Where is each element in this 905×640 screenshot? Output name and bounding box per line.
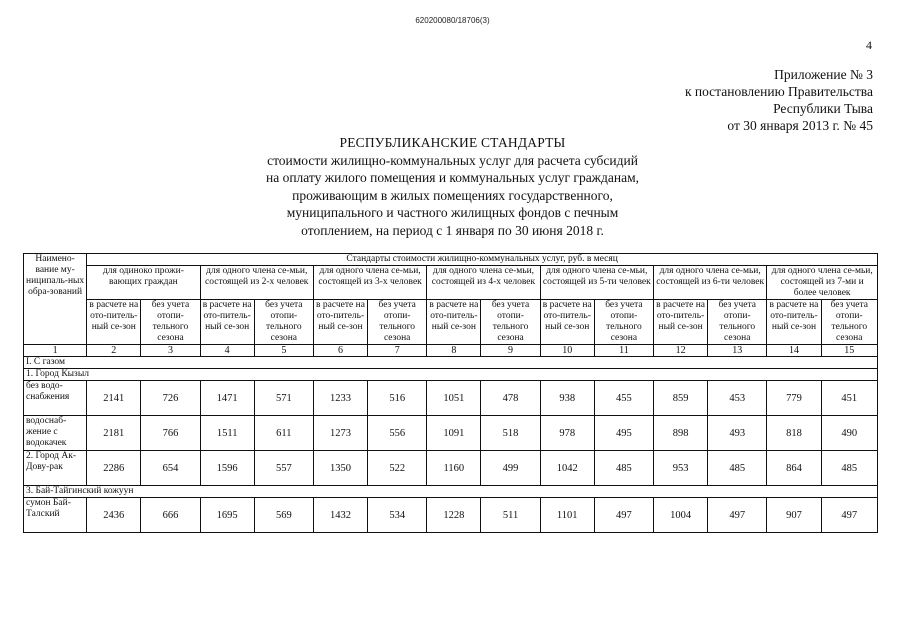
header-without-heating: без учета отопи-тельного сезона bbox=[481, 300, 540, 345]
row-name: без водо-снабжения bbox=[24, 381, 87, 416]
header-category: для одного члена се-мьи, состоящей из 5-ти человек bbox=[540, 266, 653, 300]
cell-value: 1228 bbox=[427, 498, 481, 533]
header-row-categories bbox=[24, 266, 878, 300]
cell-value: 666 bbox=[141, 498, 200, 533]
document-title bbox=[200, 134, 705, 240]
header-municipality: Наимено-вание му-ниципаль-ных обра-зований bbox=[24, 254, 87, 345]
cell-value: 1233 bbox=[313, 381, 367, 416]
cell-value: 485 bbox=[821, 451, 877, 486]
standards-table bbox=[23, 253, 878, 533]
column-number: 11 bbox=[594, 345, 653, 357]
cell-value: 2181 bbox=[87, 416, 141, 451]
cell-value: 485 bbox=[708, 451, 767, 486]
header-without-heating: без учета отопи-тельного сезона bbox=[368, 300, 427, 345]
cell-value: 1042 bbox=[540, 451, 594, 486]
cell-value: 569 bbox=[254, 498, 313, 533]
header-without-heating: без учета отопи-тельного сезона bbox=[594, 300, 653, 345]
column-number: 8 bbox=[427, 345, 481, 357]
title-main: РЕСПУБЛИКАНСКИЕ СТАНДАРТЫ bbox=[339, 135, 566, 150]
cell-value: 1695 bbox=[200, 498, 254, 533]
header-without-heating: без учета отопи-тельного сезона bbox=[141, 300, 200, 345]
header-category: для одного члена се-мьи, состоящей из 6-ти человек bbox=[654, 266, 767, 300]
column-number: 4 bbox=[200, 345, 254, 357]
row-name: 2. Город Ак-Дову-рак bbox=[24, 451, 87, 486]
cell-value: 1004 bbox=[654, 498, 708, 533]
cell-value: 556 bbox=[368, 416, 427, 451]
header-category: для одного члена се-мьи, состоящей из 4-х человек bbox=[427, 266, 540, 300]
appendix-line-1: Приложение № 3 bbox=[774, 67, 873, 82]
column-number: 7 bbox=[368, 345, 427, 357]
cell-value: 611 bbox=[254, 416, 313, 451]
column-number: 10 bbox=[540, 345, 594, 357]
cell-value: 490 bbox=[821, 416, 877, 451]
cell-value: 2141 bbox=[87, 381, 141, 416]
cell-value: 938 bbox=[540, 381, 594, 416]
cell-value: 1091 bbox=[427, 416, 481, 451]
header-with-heating: в расчете на ото-питель-ный се-зон bbox=[654, 300, 708, 345]
cell-value: 907 bbox=[767, 498, 821, 533]
cell-value: 497 bbox=[708, 498, 767, 533]
cell-value: 571 bbox=[254, 381, 313, 416]
cell-value: 497 bbox=[594, 498, 653, 533]
header-with-heating: в расчете на ото-питель-ный се-зон bbox=[427, 300, 481, 345]
cell-value: 1511 bbox=[200, 416, 254, 451]
cell-value: 2286 bbox=[87, 451, 141, 486]
table-row bbox=[24, 451, 878, 486]
cell-value: 455 bbox=[594, 381, 653, 416]
cell-value: 779 bbox=[767, 381, 821, 416]
cell-value: 451 bbox=[821, 381, 877, 416]
header-with-heating: в расчете на ото-питель-ный се-зон bbox=[767, 300, 821, 345]
column-number: 13 bbox=[708, 345, 767, 357]
title-line-5: отоплением, на период с 1 января по 30 июня 2018 г. bbox=[301, 222, 604, 238]
cell-value: 1051 bbox=[427, 381, 481, 416]
column-number: 6 bbox=[313, 345, 367, 357]
title-line-1: стоимости жилищно-коммунальных услуг для расчета субсидий bbox=[267, 152, 638, 168]
title-line-3: проживающим в жилых помещениях государственного, bbox=[292, 187, 613, 203]
cell-value: 859 bbox=[654, 381, 708, 416]
section-gas: I. С газом bbox=[24, 357, 878, 369]
cell-value: 864 bbox=[767, 451, 821, 486]
cell-value: 1101 bbox=[540, 498, 594, 533]
row-name: водоснаб-жение с водокачек bbox=[24, 416, 87, 451]
header-without-heating: без учета отопи-тельного сезона bbox=[821, 300, 877, 345]
appendix-line-2: к постановлению Правительства bbox=[684, 84, 873, 99]
cell-value: 978 bbox=[540, 416, 594, 451]
document-code: 620200080/18706(3) bbox=[415, 16, 490, 25]
column-number: 2 bbox=[87, 345, 141, 357]
cell-value: 485 bbox=[594, 451, 653, 486]
header-without-heating: без учета отопи-тельного сезона bbox=[708, 300, 767, 345]
header-category: для одиноко прожи-вающих граждан bbox=[87, 266, 200, 300]
header-with-heating: в расчете на ото-питель-ный се-зон bbox=[87, 300, 141, 345]
cell-value: 1273 bbox=[313, 416, 367, 451]
section-row bbox=[24, 369, 878, 381]
cell-value: 518 bbox=[481, 416, 540, 451]
cell-value: 818 bbox=[767, 416, 821, 451]
row-name: сумон Бай-Талский bbox=[24, 498, 87, 533]
cell-value: 1596 bbox=[200, 451, 254, 486]
cell-value: 499 bbox=[481, 451, 540, 486]
header-without-heating: без учета отопи-тельного сезона bbox=[254, 300, 313, 345]
column-number: 3 bbox=[141, 345, 200, 357]
column-number-row bbox=[24, 345, 878, 357]
cell-value: 453 bbox=[708, 381, 767, 416]
header-category: для одного члена се-мьи, состоящей из 2-х человек bbox=[200, 266, 313, 300]
cell-value: 557 bbox=[254, 451, 313, 486]
cell-value: 898 bbox=[654, 416, 708, 451]
header-with-heating: в расчете на ото-питель-ный се-зон bbox=[200, 300, 254, 345]
appendix-line-4: от 30 января 2013 г. № 45 bbox=[727, 118, 873, 133]
header-with-heating: в расчете на ото-питель-ный се-зон bbox=[313, 300, 367, 345]
page-number: 4 bbox=[866, 38, 872, 52]
table-row bbox=[24, 416, 878, 451]
header-category: для одного члена се-мьи, состоящей из 7-ми и более человек bbox=[767, 266, 878, 300]
section-row bbox=[24, 486, 878, 498]
cell-value: 522 bbox=[368, 451, 427, 486]
header-category: для одного члена се-мьи, состоящей из 3-х человек bbox=[313, 266, 426, 300]
header-with-heating: в расчете на ото-питель-ный се-зон bbox=[540, 300, 594, 345]
column-number: 9 bbox=[481, 345, 540, 357]
header-row-group bbox=[24, 254, 878, 266]
column-number: 1 bbox=[24, 345, 87, 357]
header-group-title: Стандарты стоимости жилищно-коммунальных услуг, руб. в месяц bbox=[87, 254, 878, 266]
section-row bbox=[24, 357, 878, 369]
cell-value: 1471 bbox=[200, 381, 254, 416]
column-number: 12 bbox=[654, 345, 708, 357]
title-line-4: муниципального и частного жилищных фондов с печным bbox=[286, 205, 619, 221]
cell-value: 1432 bbox=[313, 498, 367, 533]
appendix-header bbox=[685, 66, 873, 134]
title-line-2: на оплату жилого помещения и коммунальных услуг гражданам, bbox=[265, 170, 640, 186]
cell-value: 1350 bbox=[313, 451, 367, 486]
section-kyzyl: 1. Город Кызыл bbox=[24, 369, 878, 381]
cell-value: 654 bbox=[141, 451, 200, 486]
cell-value: 516 bbox=[368, 381, 427, 416]
cell-value: 953 bbox=[654, 451, 708, 486]
header-row-sub bbox=[24, 300, 878, 345]
section-bai-taiga: 3. Бай-Тайгинский кожуун bbox=[24, 486, 878, 498]
cell-value: 726 bbox=[141, 381, 200, 416]
table-row bbox=[24, 381, 878, 416]
cell-value: 1160 bbox=[427, 451, 481, 486]
cell-value: 495 bbox=[594, 416, 653, 451]
column-number: 14 bbox=[767, 345, 821, 357]
cell-value: 534 bbox=[368, 498, 427, 533]
column-number: 5 bbox=[254, 345, 313, 357]
column-number: 15 bbox=[821, 345, 877, 357]
appendix-line-3: Республики Тыва bbox=[773, 101, 873, 116]
cell-value: 497 bbox=[821, 498, 877, 533]
table-row bbox=[24, 498, 878, 533]
cell-value: 2436 bbox=[87, 498, 141, 533]
cell-value: 766 bbox=[141, 416, 200, 451]
cell-value: 511 bbox=[481, 498, 540, 533]
cell-value: 493 bbox=[708, 416, 767, 451]
cell-value: 478 bbox=[481, 381, 540, 416]
